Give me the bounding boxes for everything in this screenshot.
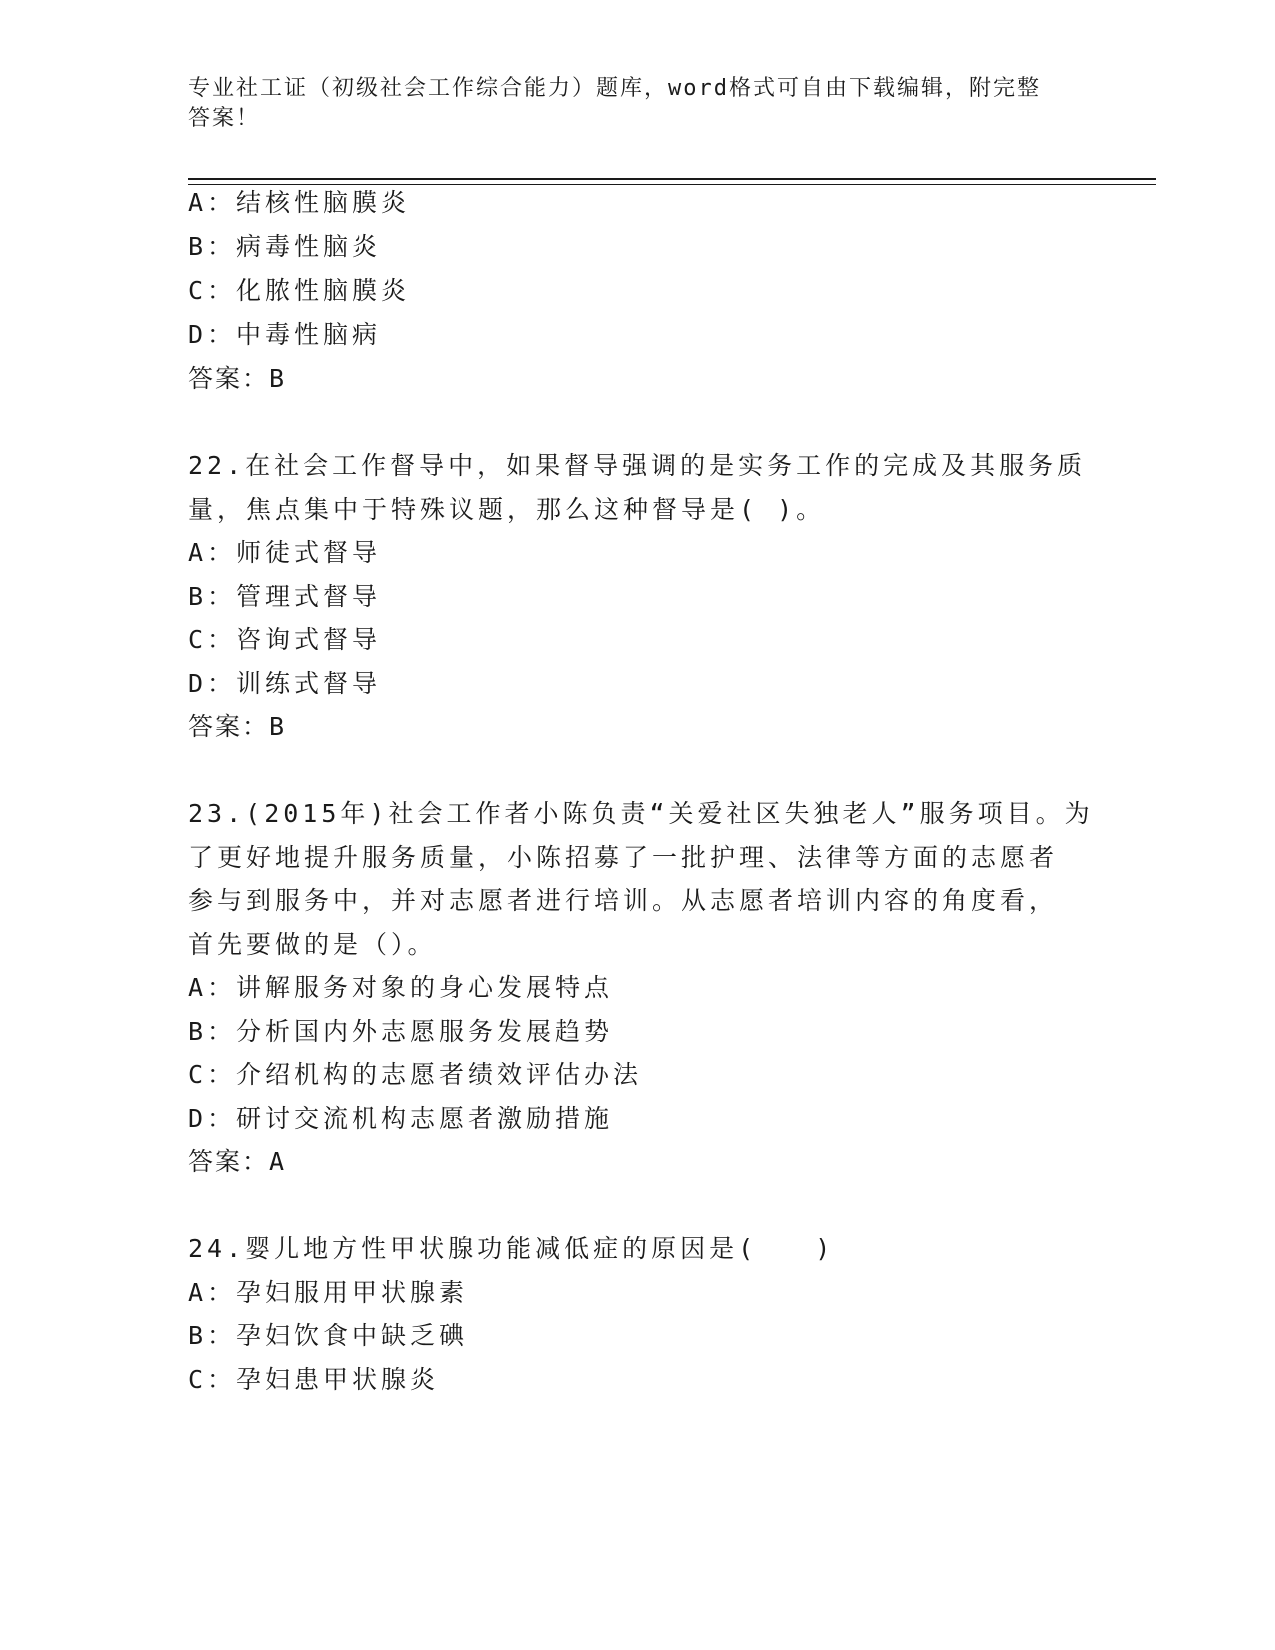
q23-stem-line-2: 了更好地提升服务质量，小陈招募了一批护理、法律等方面的志愿者 xyxy=(188,843,1059,872)
q23-option-b: B：分析国内外志愿服务发展趋势 xyxy=(188,1017,614,1046)
q22-stem-line-2: 量，焦点集中于特殊议题，那么这种督导是( )。 xyxy=(188,495,826,524)
q23-option-a: A：讲解服务对象的身心发展特点 xyxy=(188,973,614,1002)
q23-stem-line-3: 参与到服务中，并对志愿者进行培训。从志愿者培训内容的角度看， xyxy=(188,886,1059,915)
q21-option-c: C：化脓性脑膜炎 xyxy=(188,276,411,305)
q23-answer: 答案：A xyxy=(188,1147,287,1176)
header-rule-thick xyxy=(188,178,1156,180)
q23-option-d: D：研讨交流机构志愿者激励措施 xyxy=(188,1104,614,1133)
header-line-1: 专业社工证（初级社会工作综合能力）题库，word格式可自由下载编辑，附完整 xyxy=(188,76,1041,101)
q22-option-d: D：训练式督导 xyxy=(188,669,382,698)
header-line-2: 答案！ xyxy=(188,106,261,131)
q21-option-a: A：结核性脑膜炎 xyxy=(188,188,411,217)
q24-stem-line-1: 24.婴儿地方性甲状腺功能减低症的原因是( ) xyxy=(188,1234,835,1263)
q22-answer: 答案：B xyxy=(188,712,287,741)
q21-option-b: B：病毒性脑炎 xyxy=(188,232,382,261)
document-header xyxy=(188,74,1088,134)
q22-option-a: A：师徒式督导 xyxy=(188,538,382,567)
q24-option-c: C：孕妇患甲状腺炎 xyxy=(188,1365,440,1394)
q23-stem-line-1: 23.(2015年)社会工作者小陈负责“关爱社区失独老人”服务项目。为 xyxy=(188,799,1094,828)
q24-option-a: A：孕妇服用甲状腺素 xyxy=(188,1278,469,1307)
q23-stem-line-4: 首先要做的是（）。 xyxy=(188,930,437,959)
q23-option-c: C：介绍机构的志愿者绩效评估办法 xyxy=(188,1060,643,1089)
q22-option-b: B：管理式督导 xyxy=(188,582,382,611)
q22-stem-line-1: 22.在社会工作督导中，如果督导强调的是实务工作的完成及其服务质 xyxy=(188,451,1087,480)
q24-option-b: B：孕妇饮食中缺乏碘 xyxy=(188,1321,469,1350)
header-rule-thin xyxy=(188,184,1156,185)
q21-answer: 答案：B xyxy=(188,364,287,393)
q22-option-c: C：咨询式督导 xyxy=(188,625,382,654)
q21-option-d: D：中毒性脑病 xyxy=(188,320,382,349)
